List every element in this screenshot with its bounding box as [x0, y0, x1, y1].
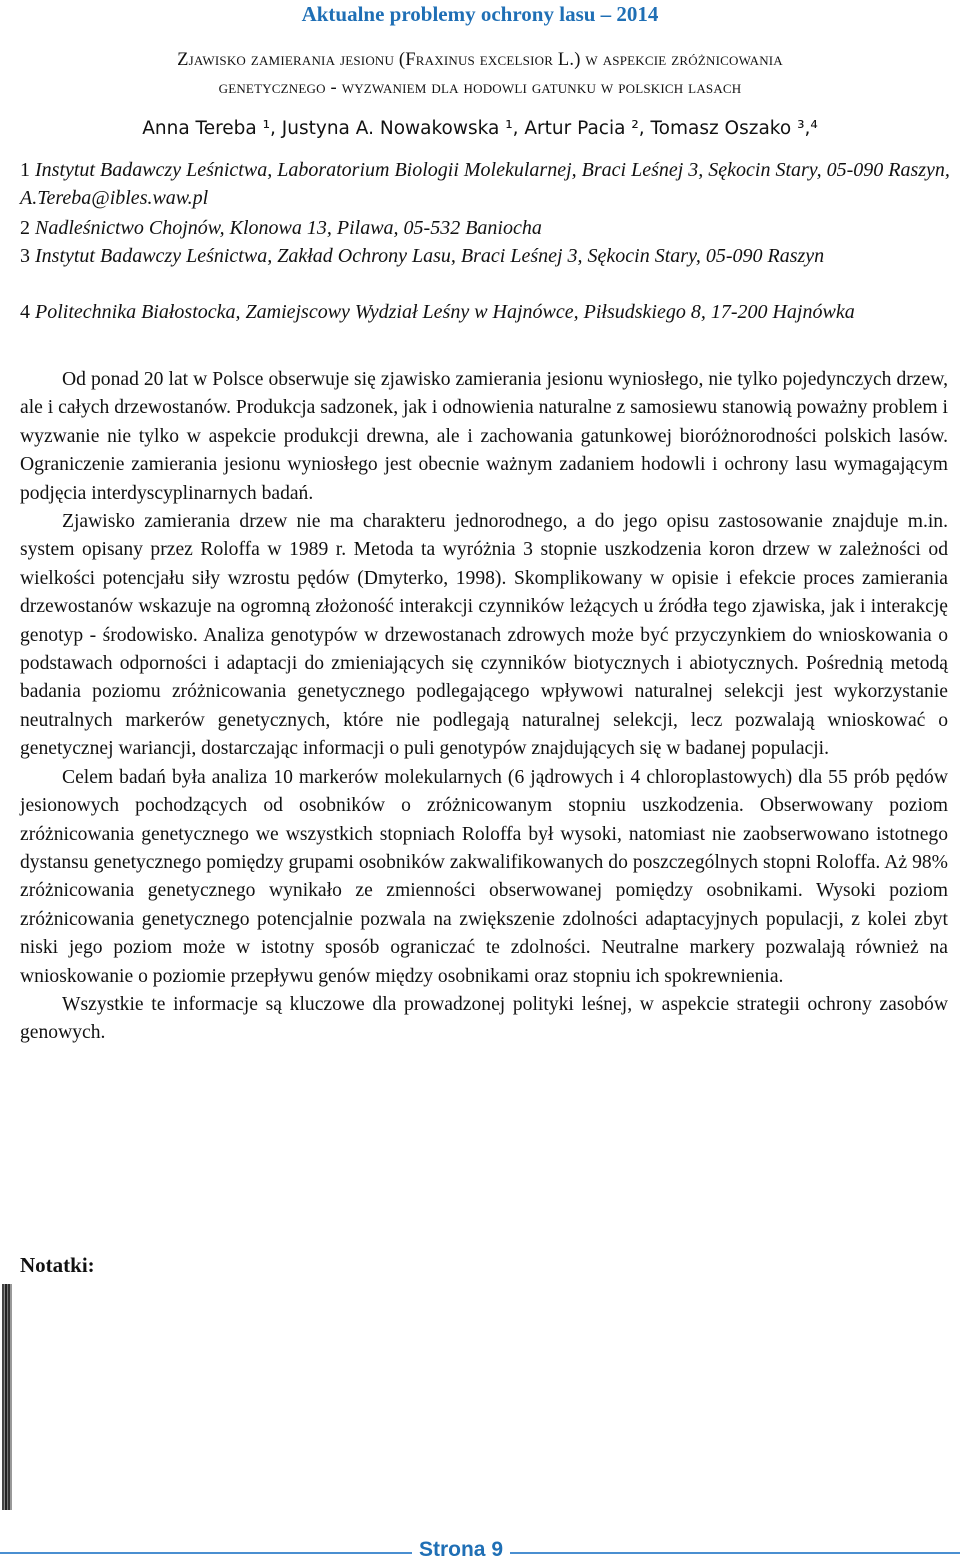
affiliation-text: Instytut Badawczy Leśnictwa, Zakład Ochrony Lasu, Braci Leśnej 3, Sękocin Stary, 05-090 Raszyn: [35, 245, 825, 267]
affiliation-number: 1: [20, 159, 30, 181]
affiliation-2: [20, 214, 950, 242]
article-title: [18, 46, 942, 102]
affiliation-number: 3: [20, 245, 30, 267]
notes-heading: Notatki:: [20, 1253, 95, 1277]
affiliation-text: Instytut Badawczy Leśnictwa, Laboratorium Biologii Molekularnej, Braci Leśnej 3, Sękocin Stary, 05-090 Raszyn, A.Tereba@ibles.waw.pl: [20, 159, 950, 209]
abstract-body: [20, 366, 948, 1048]
page-number: Strona 9: [412, 1538, 510, 1562]
affiliation-number: 2: [20, 217, 30, 239]
affiliation-text: Nadleśnictwo Chojnów, Klonowa 13, Pilawa, 05-532 Baniocha: [35, 217, 542, 239]
affiliation-text: Politechnika Białostocka, Zamiejscowy Wydział Leśny w Hajnówce, Piłsudskiego 8, 17-200 Hajnówka: [35, 301, 855, 323]
paragraph-1: Od ponad 20 lat w Polsce obserwuje się zjawisko zamierania jesionu wyniosłego, nie tylko pojedynczych drzew, ale i całych drzewostanów. Produkcja sadzonek, jak i odnowienia naturalne z samosiewu stanowią poważny problem i wyzwanie nie tylko w aspekcie produkcji drewna, ale i zachowania gatunkowej bioróżnorodności polskich lasów. Ograniczenie zamierania jesionu wyniosłego jest obecnie ważnym zadaniem hodowli i ochrony lasu wymagającym podjęcia interdyscyplinarnych badań.: [20, 369, 948, 504]
affiliation-number: 4: [20, 301, 30, 323]
notes-margin-bar: [2, 1284, 12, 1510]
title-line-2: genetycznego - wyzwaniem dla hodowli gatunku w polskich lasach: [218, 78, 742, 98]
author-list: Anna Tereba ¹, Justyna A. Nowakowska ¹, Artur Pacia ², Tomasz Oszako ³,⁴: [142, 118, 818, 139]
affiliation-3: [20, 242, 950, 270]
affiliation-1: [20, 156, 950, 212]
affiliation-4: [20, 298, 950, 326]
paragraph-4: Wszystkie te informacje są kluczowe dla prowadzonej polityki leśnej, w aspekcie strategii ochrony zasobów genowych.: [20, 993, 948, 1044]
title-line-1: Zjawisko zamierania jesionu (Fraxinus excelsior L.) w aspekcie zróżnicowania: [177, 50, 783, 70]
paragraph-2: Zjawisko zamierania drzew nie ma charakteru jednorodnego, a do jego opisu zastosowanie znajduje m.in. system opisany przez Roloffa w 1989 r. Metoda ta wyróżnia 3 stopnie uszkodzenia koron drzew w zależności od wielkości potencjału siły wzrostu pędów (Dmyterko, 1998). Skomplikowany w opisie i efekcie proces zamierania drzewostanów wskazuje na ogromną złożoność interakcji czynników leżących u źródła tego zjawiska, jak i interakcję genotyp - środowisko. Analiza genotypów w drzewostanach zdrowych może być przyczynkiem do wnioskowania o podstawach odporności i adaptacji do zmieniających się czynników biotycznych i abiotycznych. Pośrednią metodą badania poziomu zróżnicowania genetycznego podlegającego wpływowi naturalnej selekcji jest wykorzystanie neutralnych markerów genetycznych, które nie podlegają naturalnej selekcji, lecz pozwalają wnioskować o genetycznej wariancji, dostarczając informacji o puli genotypów znajdujących się w badanej populacji.: [20, 511, 948, 760]
paragraph-3: Celem badań była analiza 10 markerów molekularnych (6 jądrowych i 4 chloroplastowych) dla 55 prób pędów jesionowych pochodzących od osobników o zróżnicowanym stopniu uszkodzenia. Obserwowany poziom zróżnicowania genetycznego we wszystkich stopniach Roloffa był wysoki, natomiast nie zaobserwowano istotnego dystansu genetycznego pomiędzy grupami osobników zakwalifikowanych do poszczególnych stopni Roloffa. Aż 98% zróżnicowania genetycznego wynikało ze zmienności obserwowanej pomiędzy osobnikami. Wysoki poziom zróżnicowania genetycznego potencjalnie pozwala na zwiększenie zdolności adaptacyjnych populacji, z kolei zbyt niski jego poziom może w istotny sposób ograniczać te zdolności. Neutralne markery pozwalają również na wnioskowanie o poziomie przepływu genów między osobnikami oraz stopniu ich spokrewnienia.: [20, 766, 948, 987]
running-header: Aktualne problemy ochrony lasu – 2014: [301, 2, 659, 26]
